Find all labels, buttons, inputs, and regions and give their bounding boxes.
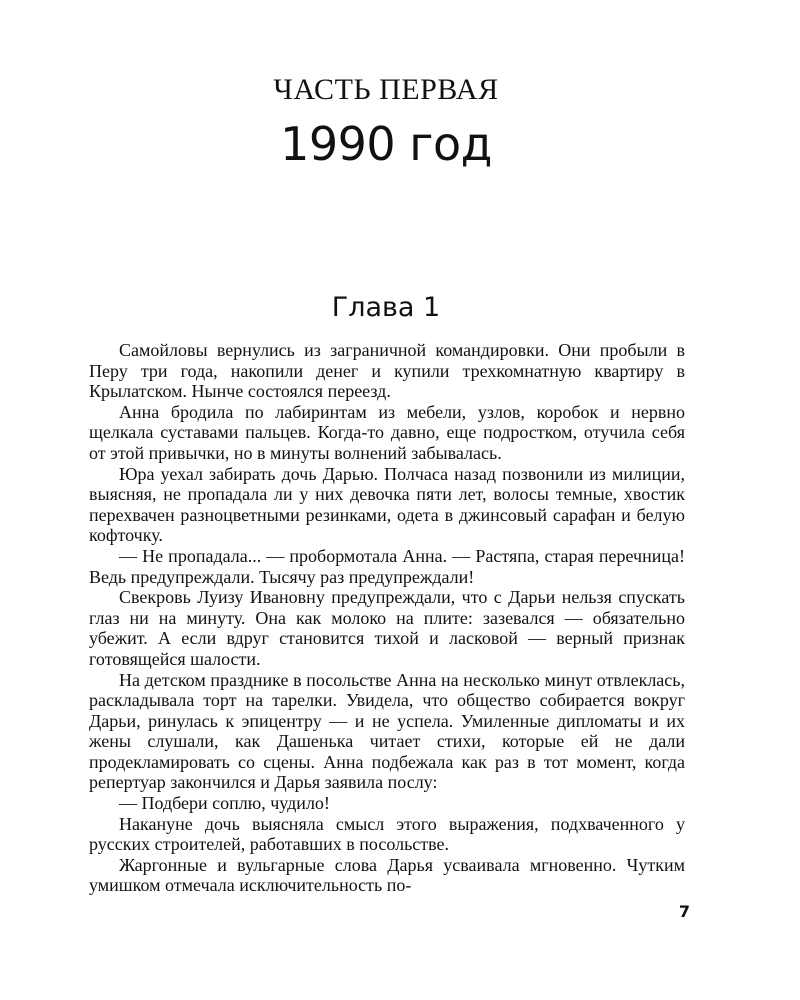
paragraph: Свекровь Луизу Ивановну предупреждали, что с Дарьи нельзя спускать глаз ни на минуту. Она как молоко на плите: зазевался — обязательно убежит. А если вдруг становится тихой и ласковой — верный признак готовящейся шалости.	[89, 587, 685, 669]
paragraph: Самойловы вернулись из заграничной командировки. Они пробыли в Перу три года, накопили денег и купили трехкомнатную квартиру в Крылатском. Нынче состоялся переезд.	[89, 340, 685, 402]
paragraph: Жаргонные и вульгарные слова Дарья усваивала мгновенно. Чутким умишком отмечала исключительность по-	[89, 854, 685, 896]
paragraph: — Не пропадала... — пробормотала Анна. — Растяпа, старая перечница! Ведь предупреждали. Тысячу раз предупреждали!	[89, 545, 685, 587]
part-title: ЧАСТЬ ПЕРВАЯ	[273, 73, 499, 106]
year-title: 1990 год	[280, 117, 492, 171]
paragraph: Накануне дочь выясняла смысл этого выражения, подхваченного у русских строителей, работавших в посольстве.	[89, 813, 685, 855]
chapter-title: Глава 1	[331, 292, 441, 323]
paragraph: Юра уехал забирать дочь Дарью. Полчаса назад позвонили из милиции, выясняя, не пропадала ли у них девочка пяти лет, волосы темные, хвостик перехвачен разноцветными резинками, одета в джинсовый сарафан и белую кофточку.	[89, 463, 685, 546]
paragraph: — Подбери соплю, чудило!	[119, 793, 330, 814]
paragraph: На детском празднике в посольстве Анна на несколько минут отвлеклась, раскладывала торт на тарелки. Увидела, что общество собирается вокруг Дарьи, ринулась к эпицентру — и не успела. Умиленные дипломаты и их жены слушали, как Дашенька читает стихи, которые ей не дали продекламировать со сцены. Анна подбежала как раз в тот момент, когда репертуар закончился и Дарья заявила послу:	[89, 669, 685, 793]
page-number: 7	[678, 902, 690, 921]
chapter-body-text	[89, 340, 685, 896]
paragraph: Анна бродила по лабиринтам из мебели, узлов, коробок и нервно щелкала суставами пальцев. Когда-то давно, еще подростком, отучила себя от этой привычки, но в минуты волнений забывалась.	[89, 401, 685, 463]
